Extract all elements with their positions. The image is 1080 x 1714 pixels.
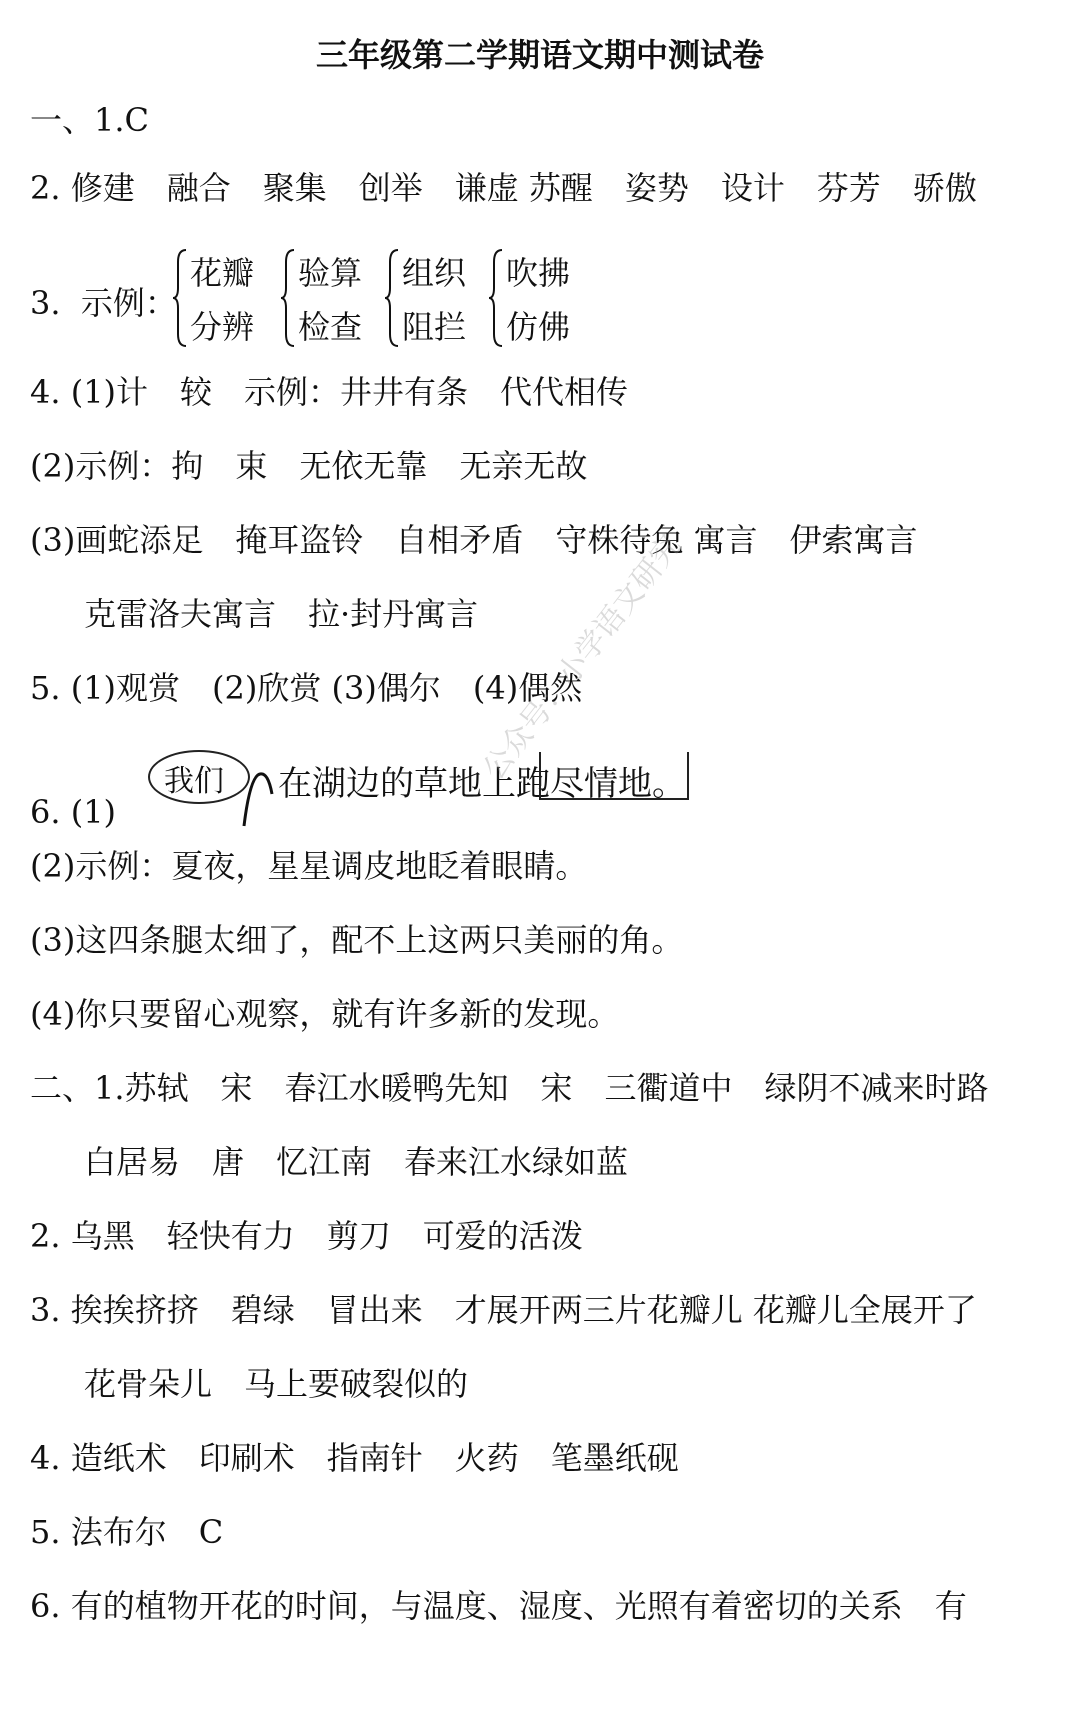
answer-1-3-label: 3. 示例： xyxy=(30,284,177,322)
answer-1-1: 一、1.C xyxy=(30,101,150,139)
answer-1-2: 2. 修建 融合 聚集 创举 谦虚 苏醒 姿势 设计 芬芳 骄傲 xyxy=(30,169,977,207)
brace-icon xyxy=(172,248,188,348)
brace-group-3 xyxy=(384,248,504,348)
answer-1-6-4: (4)你只要留心观察，就有许多新的发现。 xyxy=(30,995,620,1033)
group-word-top: 组织 xyxy=(402,254,467,292)
answer-2-4: 4. 造纸术 印刷术 指南针 火药 笔墨纸砚 xyxy=(30,1439,679,1477)
answer-2-3: 3. 挨挨挤挤 碧绿 冒出来 才展开两三片花瓣儿 花瓣儿全展开了 xyxy=(30,1291,977,1329)
answer-1-4: 4. (1)计 较 示例：井井有条 代代相传 xyxy=(30,373,629,411)
answer-1-4-3: (3)画蛇添足 掩耳盗铃 自相矛盾 守株待兔 寓言 伊索寓言 xyxy=(30,521,918,559)
answer-2-1-cont: 白居易 唐 忆江南 春来江水绿如蓝 xyxy=(84,1143,629,1181)
answer-1-6-3: (3)这四条腿太细了，配不上这两只美丽的角。 xyxy=(30,921,684,959)
answer-1-4-3-cont: 克雷洛夫寓言 拉·封丹寓言 xyxy=(84,595,479,633)
brace-group-2 xyxy=(280,248,400,348)
answer-1-6-2: (2)示例：夏夜，星星调皮地眨着眼睛。 xyxy=(30,847,588,885)
brace-icon xyxy=(384,248,400,348)
answer-2-5: 5. 法布尔 C xyxy=(30,1513,224,1551)
group-word-top: 验算 xyxy=(298,254,363,292)
group-word-bottom: 分辨 xyxy=(190,308,255,346)
answer-2-3-cont: 花骨朵儿 马上要破裂似的 xyxy=(84,1365,469,1403)
brace-group-4 xyxy=(488,248,608,348)
group-word-bottom: 检查 xyxy=(298,308,363,346)
answer-1-4-2: (2)示例：拘 束 无依无靠 无亲无故 xyxy=(30,447,588,485)
answer-2-2: 2. 乌黑 轻快有力 剪刀 可爱的活泼 xyxy=(30,1217,583,1255)
answer-1-6-label: 6. (1) xyxy=(30,793,117,831)
group-word-bottom: 仿佛 xyxy=(506,308,571,346)
group-word-top: 花瓣 xyxy=(190,254,255,292)
answer-1-5: 5. (1)观赏 (2)欣赏 (3)偶尔 (4)偶然 xyxy=(30,669,583,707)
group-word-top: 吹拂 xyxy=(506,254,571,292)
brace-icon xyxy=(488,248,504,348)
circled-word-text: 我们 xyxy=(164,764,224,799)
watermark: 公众号：小学语文研究 xyxy=(476,528,689,787)
brace-group-1 xyxy=(172,248,292,348)
insert-caret-icon xyxy=(240,768,280,828)
brace-icon xyxy=(280,248,296,348)
answer-2-1: 二、1.苏轼 宋 春江水暖鸭先知 宋 三衢道中 绿阴不减来时路 xyxy=(30,1069,989,1107)
answer-2-6: 6. 有的植物开花的时间，与温度、湿度、光照有着密切的关系 有 xyxy=(30,1587,967,1625)
page-title: 三年级第二学期语文期中测试卷 xyxy=(315,36,764,74)
swap-bracket xyxy=(539,752,689,800)
group-word-bottom: 阻拦 xyxy=(402,308,467,346)
edit-sentence: 在湖边的草地上跑尽情地。 xyxy=(278,764,686,804)
edit-mark-image xyxy=(148,748,728,830)
